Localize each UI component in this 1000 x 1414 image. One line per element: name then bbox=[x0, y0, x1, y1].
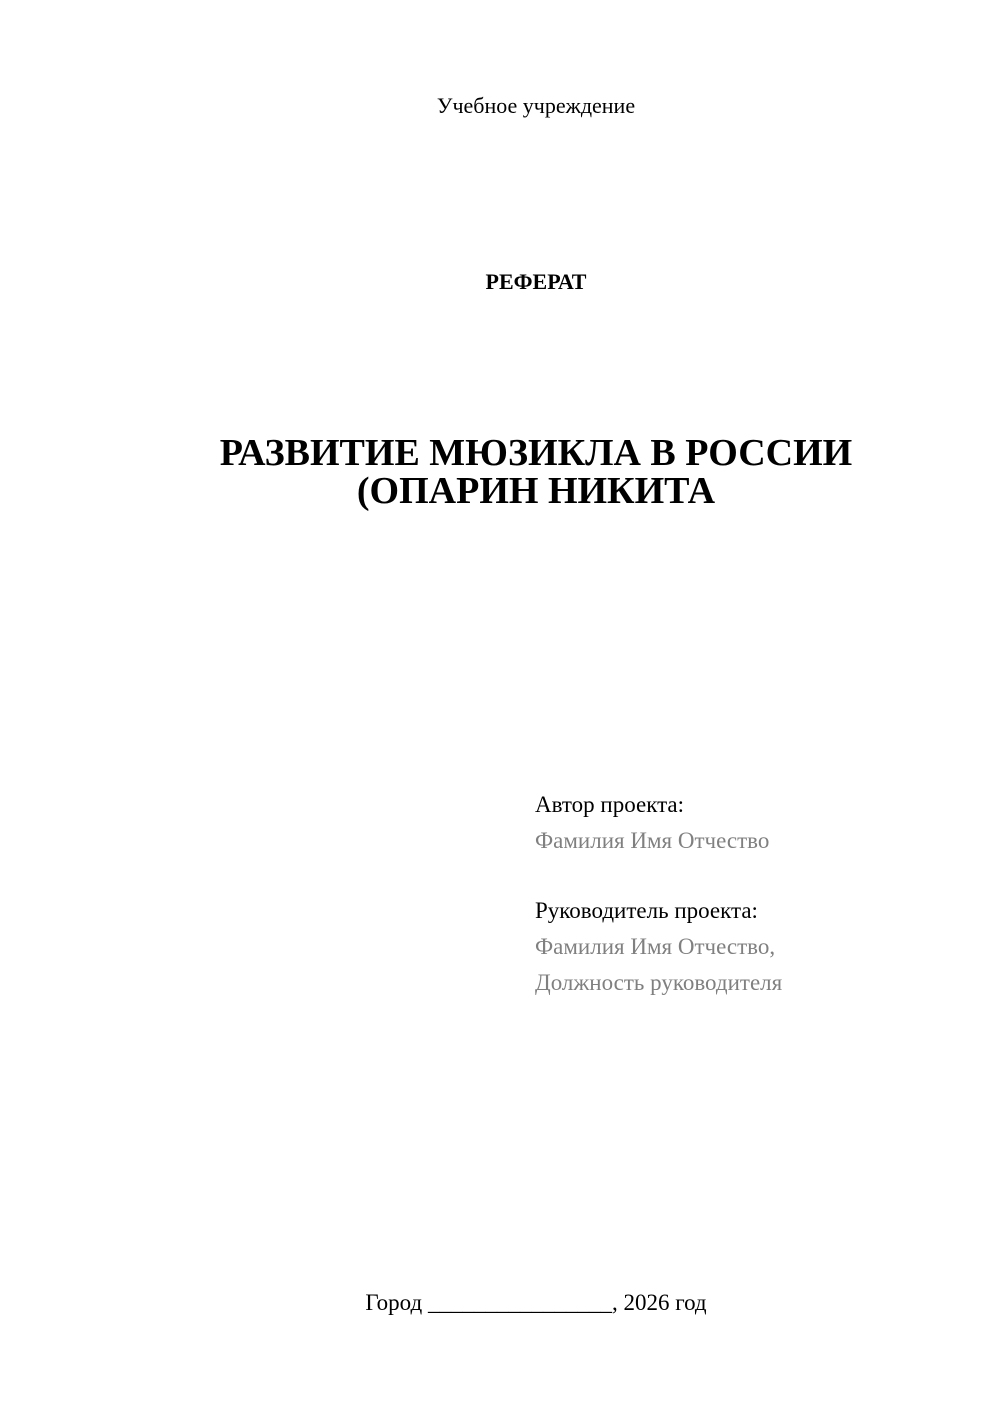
info-spacer bbox=[535, 859, 975, 893]
title-line-2: (ОПАРИН НИКИТА bbox=[356, 470, 716, 512]
author-label: Автор проекта: bbox=[535, 792, 684, 817]
supervisor-label: Руководитель проекта: bbox=[535, 898, 758, 923]
institution-name: Учебное учреждение bbox=[436, 93, 636, 118]
supervisor-position: Должность руководителя bbox=[535, 970, 783, 995]
document-type: РЕФЕРАТ bbox=[485, 269, 587, 294]
title-line-1: РАЗВИТИЕ МЮЗИКЛА В РОССИИ bbox=[219, 432, 853, 474]
document-title bbox=[0, 434, 1000, 510]
project-info bbox=[535, 787, 975, 1001]
author-name: Фамилия Имя Отчество bbox=[535, 828, 770, 853]
city-year-footer: Город ________________, 2026 год bbox=[365, 1290, 707, 1315]
supervisor-name: Фамилия Имя Отчество, bbox=[535, 934, 776, 959]
